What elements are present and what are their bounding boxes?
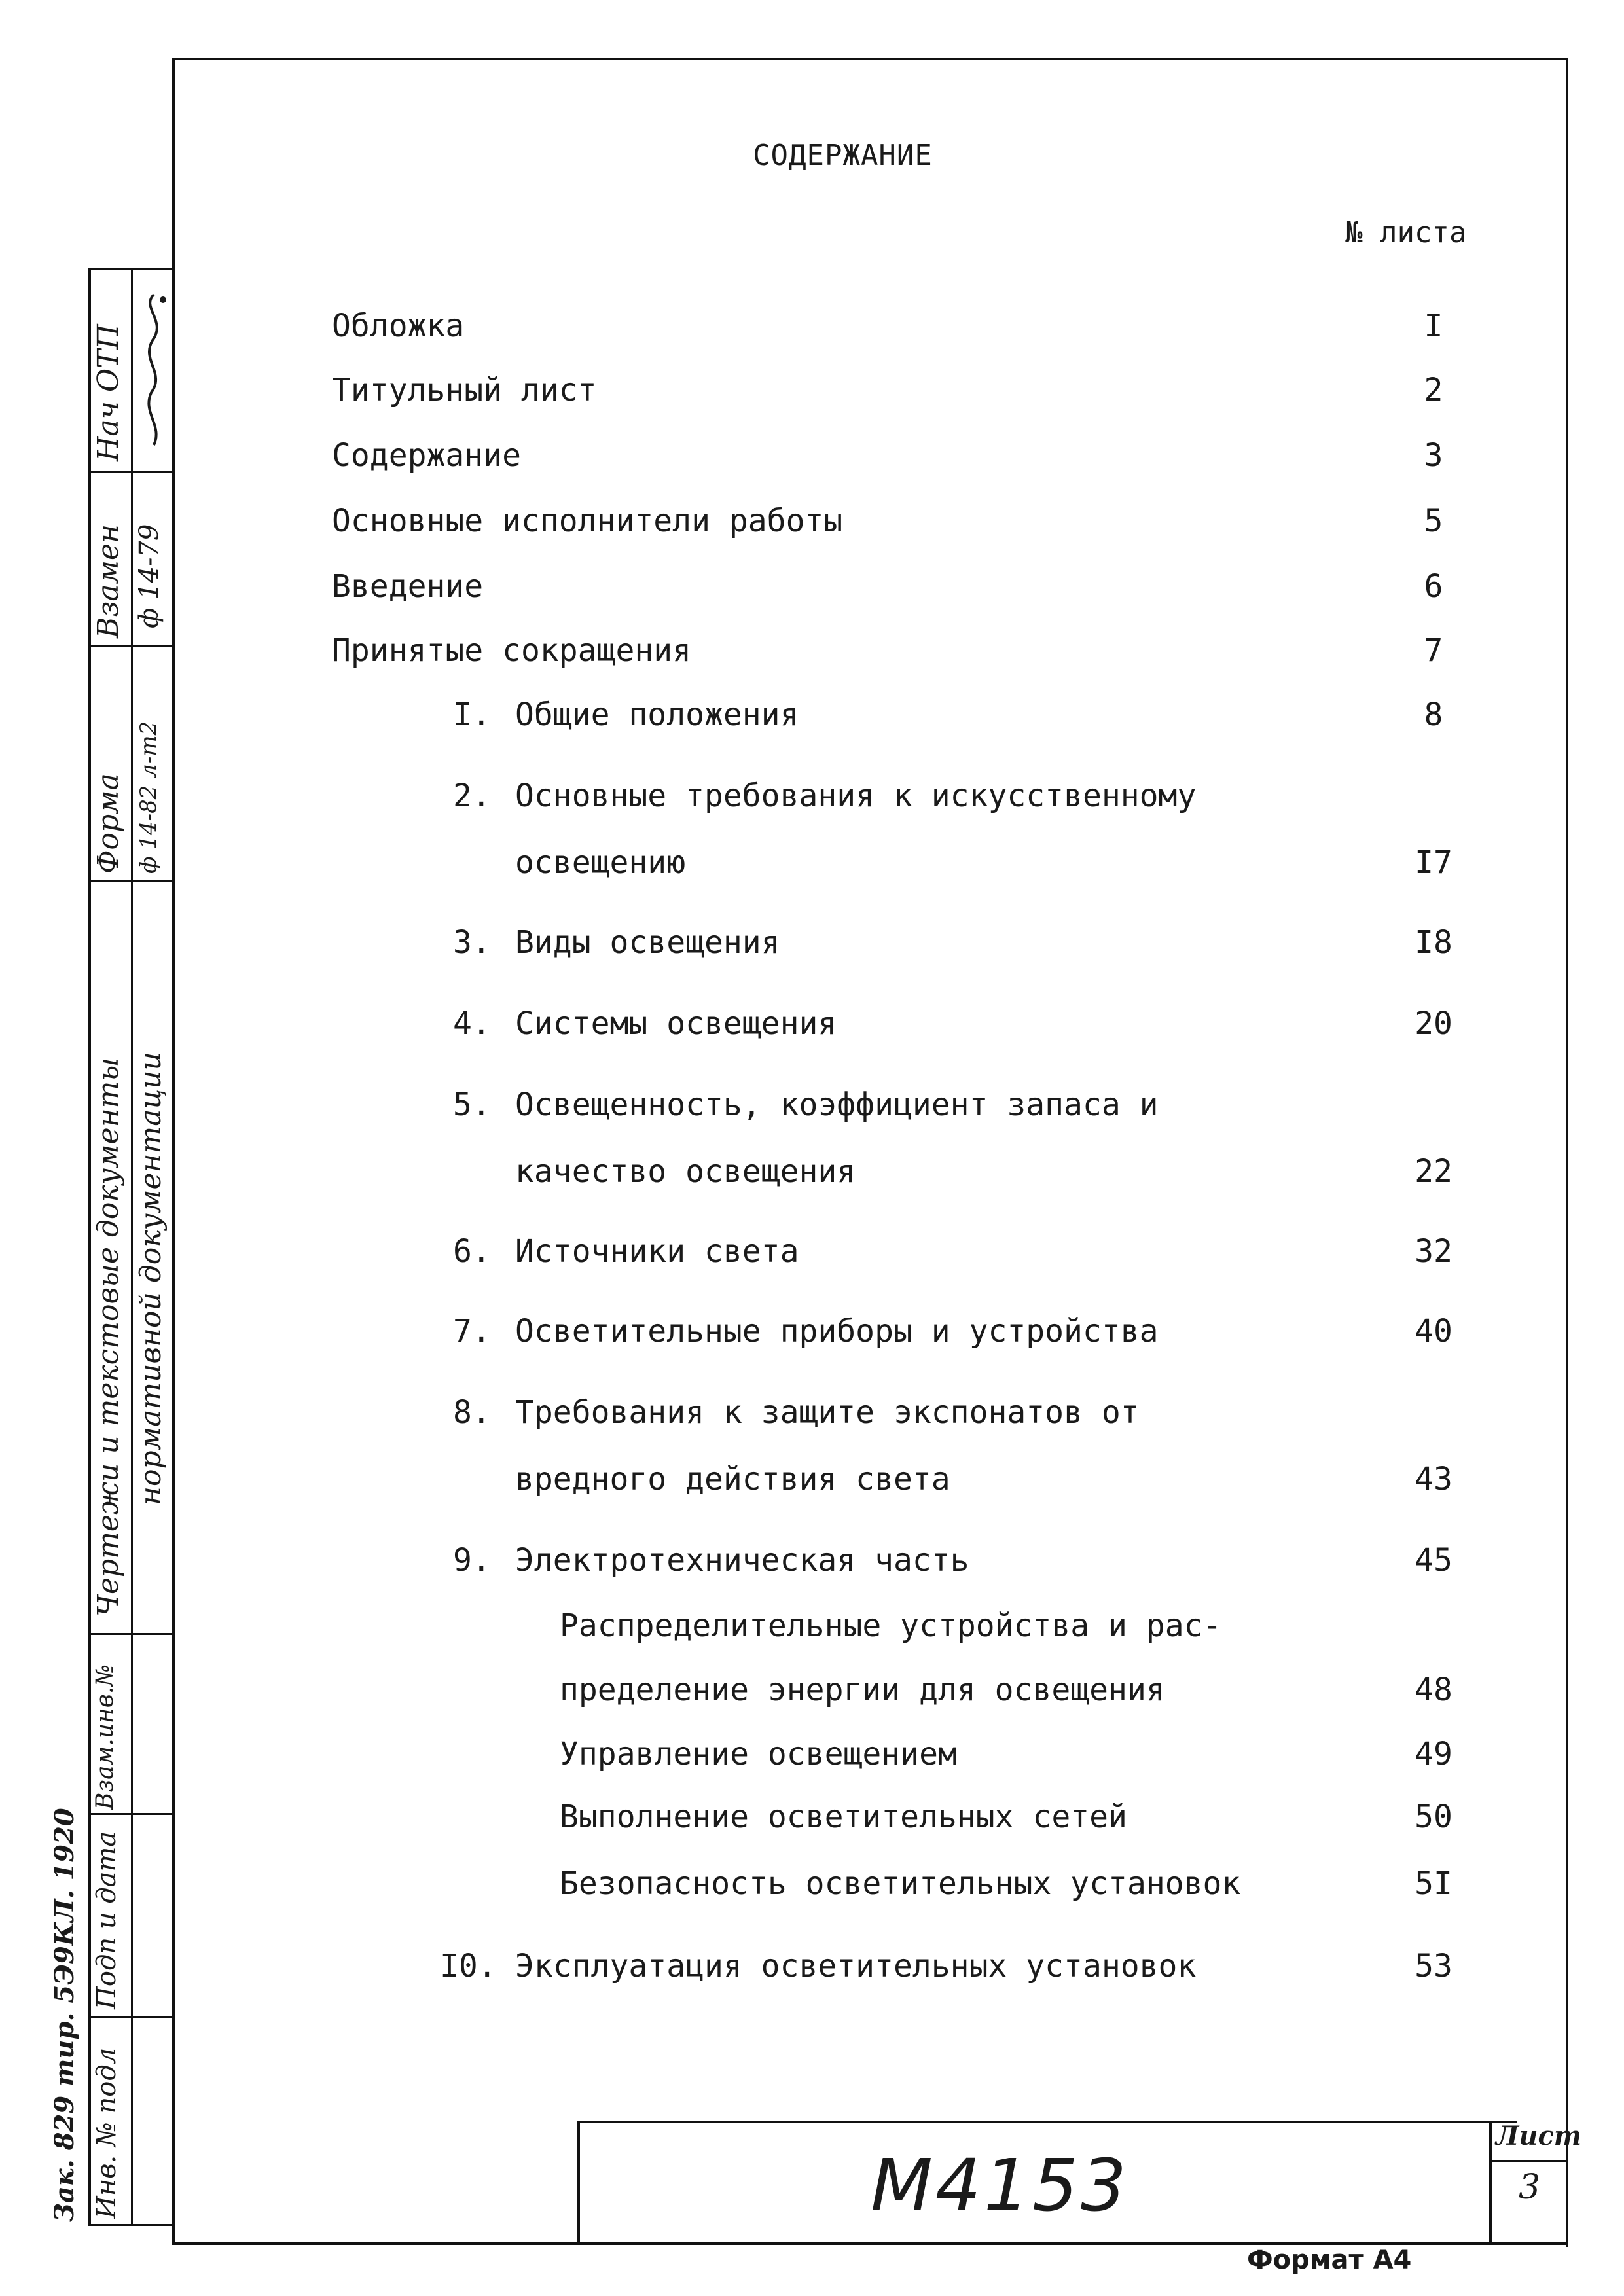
toc-entry-title: Общие положения <box>515 696 799 733</box>
document-code: M4153 <box>871 2144 1129 2227</box>
toc-entry-page: 3 <box>1424 437 1443 474</box>
strip-label-vzam-inv: Взам.инв.№ <box>92 1664 118 1810</box>
toc-entry-page: 53 <box>1415 1948 1453 1984</box>
strip-outer-line <box>88 268 91 2225</box>
toc-entry-number: 9. <box>453 1542 491 1579</box>
toc-entry-title: Освещенность, коэффициент запаса и <box>515 1086 1159 1123</box>
page-title: СОДЕРЖАНИЕ <box>753 139 933 172</box>
toc-entry-title: Осветительные приборы и устройства <box>515 1313 1159 1350</box>
toc-entry-number: I. <box>453 696 491 733</box>
frame-left-border <box>172 58 175 2244</box>
toc-entry-number: 7. <box>453 1313 491 1350</box>
frame-top-border <box>172 58 1568 60</box>
toc-entry-page: 32 <box>1415 1233 1453 1270</box>
frame-right-border <box>1566 58 1568 2247</box>
paper-format: Формат А4 <box>1247 2245 1412 2275</box>
toc-entry-page: 5I <box>1415 1865 1453 1902</box>
toc-entry-title: Выполнение осветительных сетей <box>560 1799 1127 1835</box>
toc-entry-page: 48 <box>1415 1672 1453 1708</box>
toc-entry-number: 5. <box>453 1086 491 1123</box>
toc-entry-page: 6 <box>1424 568 1443 605</box>
toc-entry-number: I0. <box>440 1948 497 1984</box>
toc-entry-page: 40 <box>1415 1313 1453 1350</box>
toc-entry-title: вредного действия света <box>515 1461 950 1498</box>
toc-entry-title: Принятые сокращения <box>332 632 692 669</box>
strip-separator <box>88 1633 173 1635</box>
toc-entry-page: 22 <box>1415 1153 1453 1190</box>
strip-separator <box>88 880 173 882</box>
strip-forma-value: ф 14-82 л-т2 <box>135 721 162 874</box>
toc-entry-title: Основные исполнители работы <box>332 503 843 539</box>
toc-entry-title: освещению <box>515 844 686 881</box>
toc-entry-page: 43 <box>1415 1461 1453 1498</box>
strip-separator <box>88 2016 173 2018</box>
toc-entry-title: Обложка <box>332 308 465 344</box>
sheet-number-column-header: № листа <box>1345 216 1467 249</box>
strip-vzamen-value: ф 14-79 <box>134 524 164 628</box>
sheet-cell-line <box>1492 2160 1567 2162</box>
toc-entry-number: 2. <box>453 778 491 814</box>
strip-bottom-line <box>88 2224 173 2226</box>
toc-entry-title: Содержание <box>332 437 521 474</box>
toc-entry-title: Титульный лист <box>332 372 597 408</box>
toc-entry-page: I7 <box>1415 844 1453 881</box>
strip-separator <box>88 645 173 647</box>
toc-entry-page: 2 <box>1424 372 1443 408</box>
strip-order-note: Зак. 829 тир. 5Э9КЛ. 1920 <box>49 1808 80 2222</box>
signature-icon <box>134 281 172 458</box>
toc-entry-title: Эксплуатация осветительных установок <box>515 1948 1197 1984</box>
toc-entry-title: Введение <box>332 568 484 605</box>
toc-entry-title: Источники света <box>515 1233 799 1270</box>
toc-entry-page: 8 <box>1424 696 1443 733</box>
sheet-number: 3 <box>1519 2168 1541 2207</box>
title-block-top-line <box>577 2121 1517 2123</box>
strip-doc-line-2: нормативной документации <box>134 1052 168 1505</box>
title-block-divider <box>1489 2121 1492 2245</box>
toc-entry-page: I8 <box>1415 924 1453 961</box>
strip-label-forma: Форма <box>92 773 125 874</box>
strip-middle-line <box>131 268 133 2225</box>
strip-label-nach-otp: Нач ОТП <box>92 324 125 461</box>
toc-entry-title: Распределительные устройства и рас- <box>560 1607 1222 1644</box>
strip-label-inv-podl: Инв. № подл <box>92 2047 122 2219</box>
toc-entry-number: 3. <box>453 924 491 961</box>
strip-label-vzamen: Взамен <box>92 524 125 638</box>
toc-entry-page: 20 <box>1415 1005 1453 1042</box>
toc-entry-page: 49 <box>1415 1736 1453 1772</box>
toc-entry-title: Виды освещения <box>515 924 780 961</box>
strip-separator <box>88 471 173 473</box>
toc-entry-title: пределение энергии для освещения <box>560 1672 1165 1708</box>
strip-top-line <box>88 268 173 270</box>
toc-entry-title: качество освещения <box>515 1153 856 1190</box>
toc-entry-number: 6. <box>453 1233 491 1270</box>
strip-label-podp-data: Подп и дата <box>92 1831 122 2009</box>
toc-entry-title: Электротехническая часть <box>515 1542 969 1579</box>
toc-entry-title: Управление освещением <box>560 1736 957 1772</box>
toc-entry-title: Требования к защите экспонатов от <box>515 1394 1140 1431</box>
toc-entry-number: 4. <box>453 1005 491 1042</box>
toc-entry-page: 5 <box>1424 503 1443 539</box>
title-block-left-line <box>577 2121 580 2245</box>
toc-entry-title: Основные требования к искусственному <box>515 778 1197 814</box>
toc-entry-page: 7 <box>1424 632 1443 669</box>
strip-separator <box>88 1813 173 1815</box>
toc-entry-page: I <box>1424 308 1443 344</box>
toc-entry-title: Системы освещения <box>515 1005 837 1042</box>
toc-entry-page: 45 <box>1415 1542 1453 1579</box>
toc-entry-page: 50 <box>1415 1799 1453 1835</box>
strip-doc-line-1: Чертежи и текстовые документы <box>92 1057 125 1617</box>
toc-entry-number: 8. <box>453 1394 491 1431</box>
toc-entry-title: Безопасность осветительных установок <box>560 1865 1241 1902</box>
sheet-label: Лист <box>1496 2121 1582 2151</box>
